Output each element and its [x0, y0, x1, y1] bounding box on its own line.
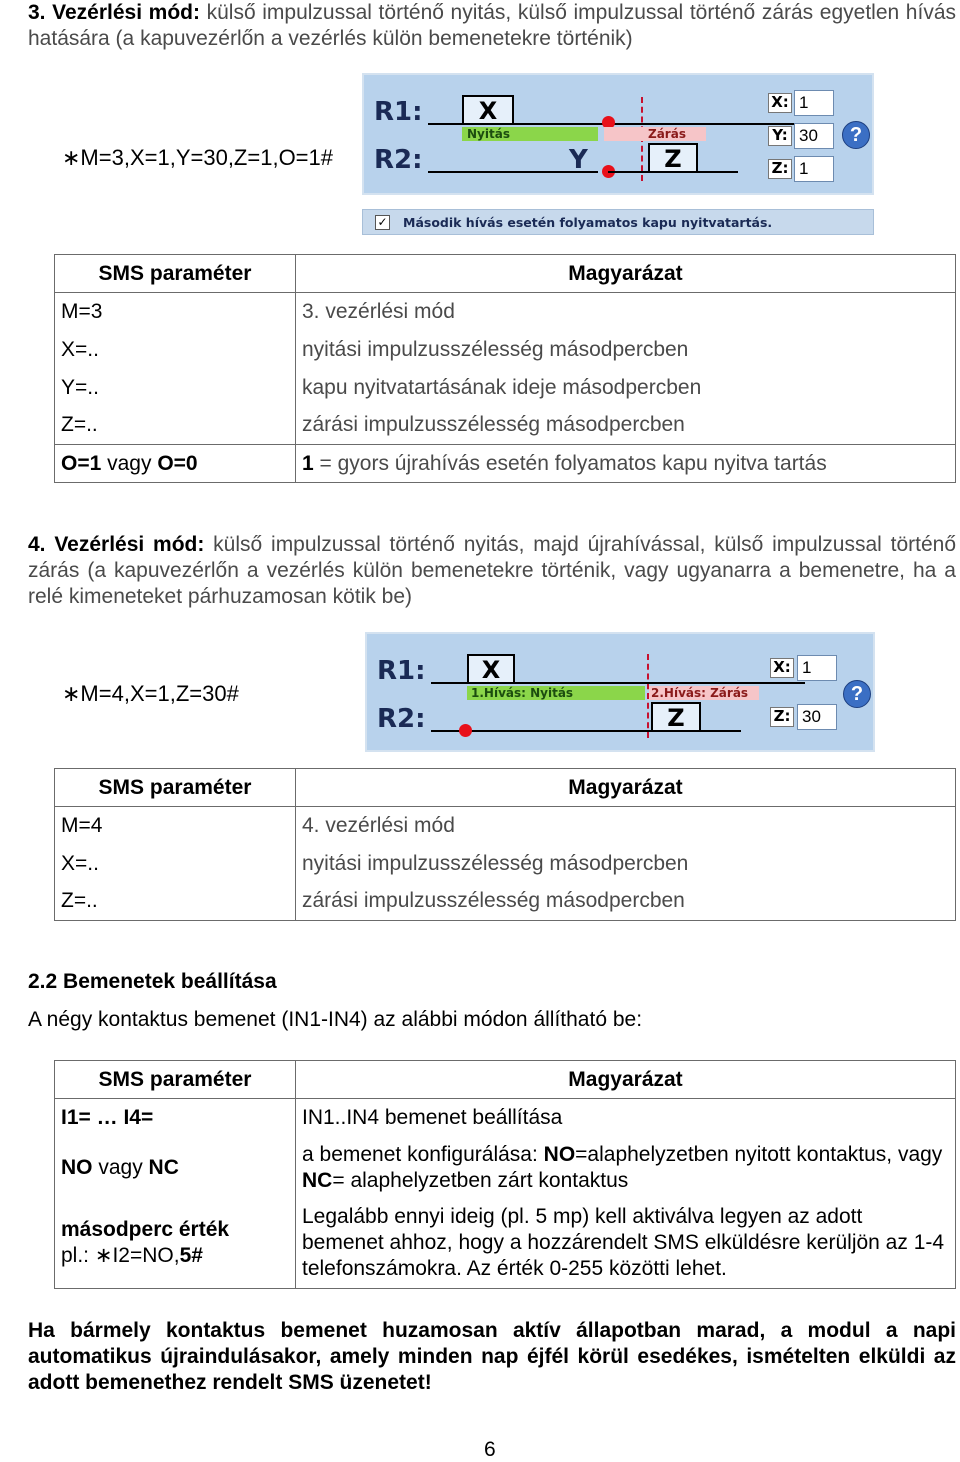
inputs-parameter-table: [54, 1060, 956, 1289]
section-3-paragraph: [28, 0, 956, 52]
x-pulse-box: X: [467, 654, 515, 684]
mode-3-parameter-table: [54, 254, 956, 483]
section-3-title: Vezérlési mód:: [52, 1, 200, 24]
table-cell-desc: 4. vezérlési mód: [296, 807, 956, 845]
table-cell-desc: nyitási impulzusszélesség másodpercben: [296, 331, 956, 369]
table-cell-desc: a bemenet konfigurálása: NO=alaphelyzetben nyitott kontaktus, vagy NC= alaphelyzetben zárt kontaktus: [296, 1137, 956, 1199]
section-4-number: 4.: [28, 533, 46, 556]
table-cell-desc: zárási impulzusszélesség másodpercben: [296, 883, 956, 921]
relay-2-label: R2:: [374, 145, 423, 175]
relay-1-label: R1:: [377, 656, 426, 686]
section-2-2-heading: 2.2 Bemenetek beállítása: [28, 970, 277, 993]
table-cell-param: másodperc érték pl.: ∗I2=NO,5#: [55, 1199, 296, 1289]
open-label: Nyitás: [467, 127, 510, 141]
close-label: Zárás: [648, 127, 686, 141]
page-number: 6: [484, 1438, 496, 1461]
table-cell-param: NO vagy NC: [55, 1137, 296, 1199]
z-field-label: Z:: [770, 707, 794, 727]
closing-note: Ha bármely kontaktus bemenet huzamosan aktív állapotban marad, a modul a napi automatikus újraindulásakor, amely minden nap éjfél körül esedékes, ismételten elküldi az adott bemenethez rendelt SMS üzenetet!: [28, 1319, 956, 1394]
table-header-desc: Magyarázat: [296, 769, 956, 807]
section-4-paragraph: [28, 532, 956, 610]
table-cell-desc: kapu nyitvatartásának ideje másodpercben: [296, 369, 956, 407]
x-field-label: X:: [768, 93, 792, 113]
y-label: Y: [569, 145, 588, 175]
x-field-label: X:: [770, 658, 794, 678]
sms-command-mode-3: ∗M=3,X=1,Y=30,Z=1,O=1#: [62, 145, 333, 170]
table-cell-param: O=1 vagy O=0: [55, 445, 296, 483]
z-pulse-box: Z: [651, 702, 701, 732]
table-header-desc: Magyarázat: [296, 255, 956, 293]
table-cell-param: Z=..: [55, 407, 296, 445]
relay-1-label: R1:: [374, 97, 423, 127]
table-cell-desc: 1 = gyors újrahívás esetén folyamatos kapu nyitva tartás: [296, 445, 956, 483]
table-cell-desc: nyitási impulzusszélesség másodpercben: [296, 845, 956, 883]
table-cell-param: M=3: [55, 293, 296, 331]
table-cell-desc: IN1..IN4 bemenet beállítása: [296, 1099, 956, 1137]
table-header-desc: Magyarázat: [296, 1061, 956, 1099]
sms-command-mode-4: ∗M=4,X=1,Z=30#: [62, 681, 239, 706]
table-cell-param: Y=..: [55, 369, 296, 407]
continuous-open-checkbox[interactable]: ✓: [375, 215, 390, 230]
x-pulse-box: X: [462, 95, 514, 125]
table-cell-param: X=..: [55, 845, 296, 883]
mode-3-timing-panel: [362, 73, 874, 195]
table-cell-param: X=..: [55, 331, 296, 369]
z-pulse-box: Z: [648, 143, 698, 173]
table-header-param: SMS paraméter: [55, 1061, 296, 1099]
x-field[interactable]: 1: [794, 90, 834, 116]
x-field[interactable]: 1: [797, 655, 837, 681]
second-call-close-label: 2.Hívás: Zárás: [651, 686, 749, 700]
section-4-title: Vezérlési mód:: [54, 533, 205, 556]
table-cell-param: Z=..: [55, 883, 296, 921]
table-cell-desc: Legalább ennyi ideig (pl. 5 mp) kell aktiválva legyen az adott bemenet ahhoz, hogy a hozzárendelt SMS elküldésre kerüljön az 1-4 telefonszámokra. Az érték 0-255 közötti lehet.: [296, 1199, 956, 1289]
z-field-label: Z:: [768, 159, 792, 179]
table-header-param: SMS paraméter: [55, 769, 296, 807]
mode-4-parameter-table: [54, 768, 956, 921]
section-3-text: külső impulzussal történő nyitás, külső impulzussal történő zárás egyetlen hívás hatására (a kapuvezérlőn a vezérlés külön bemenetekre történik): [28, 1, 956, 50]
z-field[interactable]: 1: [794, 156, 834, 182]
help-icon[interactable]: ?: [843, 680, 871, 708]
relay-2-label: R2:: [377, 704, 426, 734]
help-icon[interactable]: ?: [842, 121, 870, 149]
first-call-open-label: 1.Hívás: Nyitás: [471, 686, 574, 700]
y-field[interactable]: 30: [794, 123, 834, 149]
continuous-open-option: [362, 209, 874, 235]
continuous-open-label: Második hívás esetén folyamatos kapu nyitvatartás.: [403, 215, 773, 230]
event-dot: [459, 724, 472, 737]
section-4-text: külső impulzussal történő nyitás, majd újrahívással, külső impulzussal történő zárás (a kapuvezérlőn a vezérlés külön bemenetekre történik, vagy ugyanarra a bemenetre, ha a relé kimeneteket párhuzamosan kötik be): [28, 533, 956, 608]
section-3-number: 3.: [28, 1, 46, 24]
z-field[interactable]: 30: [797, 704, 837, 730]
table-cell-param: I1= … I4=: [55, 1099, 296, 1137]
table-cell-desc: zárási impulzusszélesség másodpercben: [296, 407, 956, 445]
y-field-label: Y:: [768, 126, 792, 146]
table-header-param: SMS paraméter: [55, 255, 296, 293]
section-2-2-intro: A négy kontaktus bemenet (IN1-IN4) az alábbi módon állítható be:: [28, 1008, 643, 1031]
table-cell-param: M=4: [55, 807, 296, 845]
table-cell-desc: 3. vezérlési mód: [296, 293, 956, 331]
mode-4-timing-panel: [365, 632, 875, 752]
